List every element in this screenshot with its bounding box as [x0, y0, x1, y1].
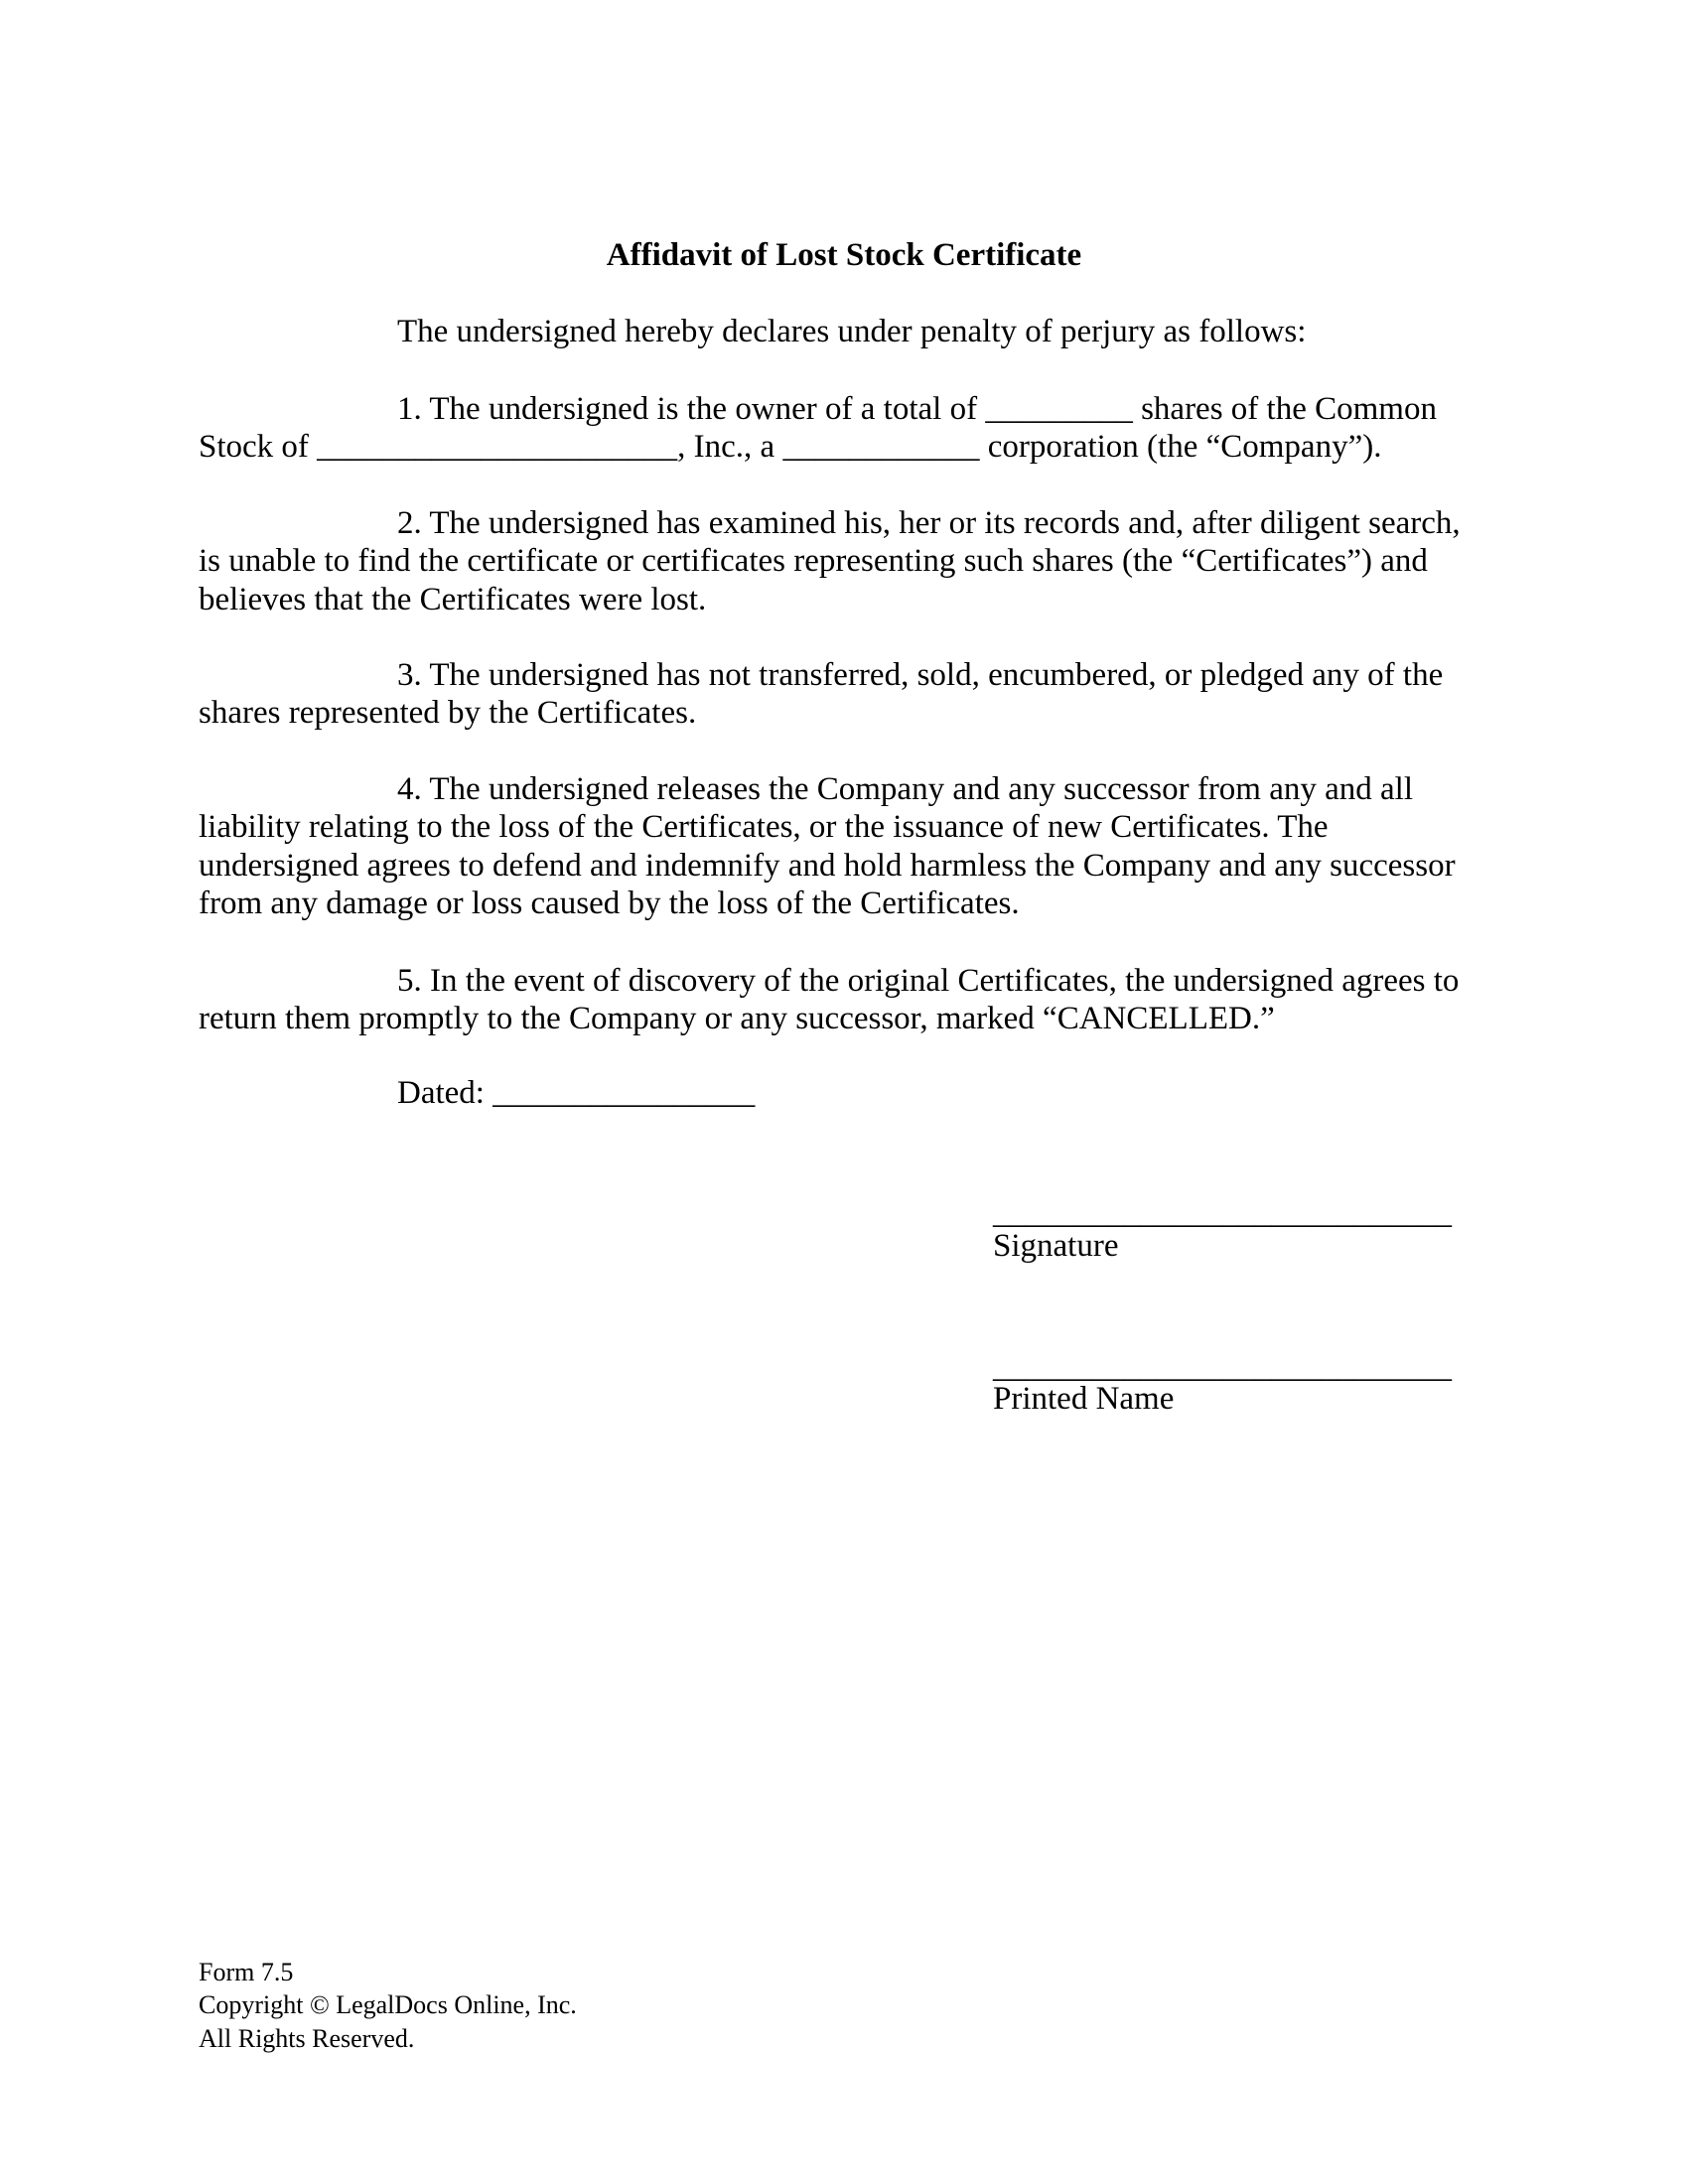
copyright: Copyright © LegalDocs Online, Inc.	[199, 1990, 577, 2019]
signature-line: ____________________________	[993, 1195, 1452, 1231]
document-title: Affidavit of Lost Stock Certificate	[606, 237, 1082, 273]
paragraph-line: from any damage or loss caused by the loss of the Certificates.	[199, 886, 1020, 921]
form-number: Form 7.5	[199, 1958, 294, 1986]
paragraph-line: Stock of ______________________, Inc., a ____________ corporation (the “Company”).	[199, 429, 1382, 465]
paragraph-line: 4. The undersigned releases the Company and any successor from any and all	[397, 771, 1413, 807]
paragraph-line: is unable to find the certificate or certificates representing such shares (the “Certificates”) and	[199, 543, 1428, 579]
paragraph-line: 1. The undersigned is the owner of a total of _________ shares of the Common	[397, 391, 1437, 427]
printed-name-label: Printed Name	[993, 1381, 1175, 1417]
dated-field: Dated: ________________	[397, 1075, 756, 1111]
paragraph-line: return them promptly to the Company or any successor, marked “CANCELLED.”	[199, 1001, 1275, 1036]
paragraph-line: 3. The undersigned has not transferred, sold, encumbered, or pledged any of the	[397, 657, 1444, 693]
paragraph-line: shares represented by the Certificates.	[199, 695, 697, 731]
printed-name-line: ____________________________	[993, 1349, 1452, 1385]
paragraph-line: 2. The undersigned has examined his, her or its records and, after diligent search,	[397, 505, 1461, 541]
rights-reserved: All Rights Reserved.	[199, 2024, 415, 2053]
intro-text: The undersigned hereby declares under penalty of perjury as follows:	[397, 314, 1307, 349]
paragraph-line: undersigned agrees to defend and indemnify and hold harmless the Company and any successor	[199, 848, 1456, 884]
paragraph-line: believes that the Certificates were lost.	[199, 582, 707, 617]
paragraph-line: 5. In the event of discovery of the original Certificates, the undersigned agrees to	[397, 963, 1460, 999]
paragraph-line: liability relating to the loss of the Certificates, or the issuance of new Certificates. The	[199, 809, 1329, 845]
signature-label: Signature	[993, 1228, 1119, 1264]
